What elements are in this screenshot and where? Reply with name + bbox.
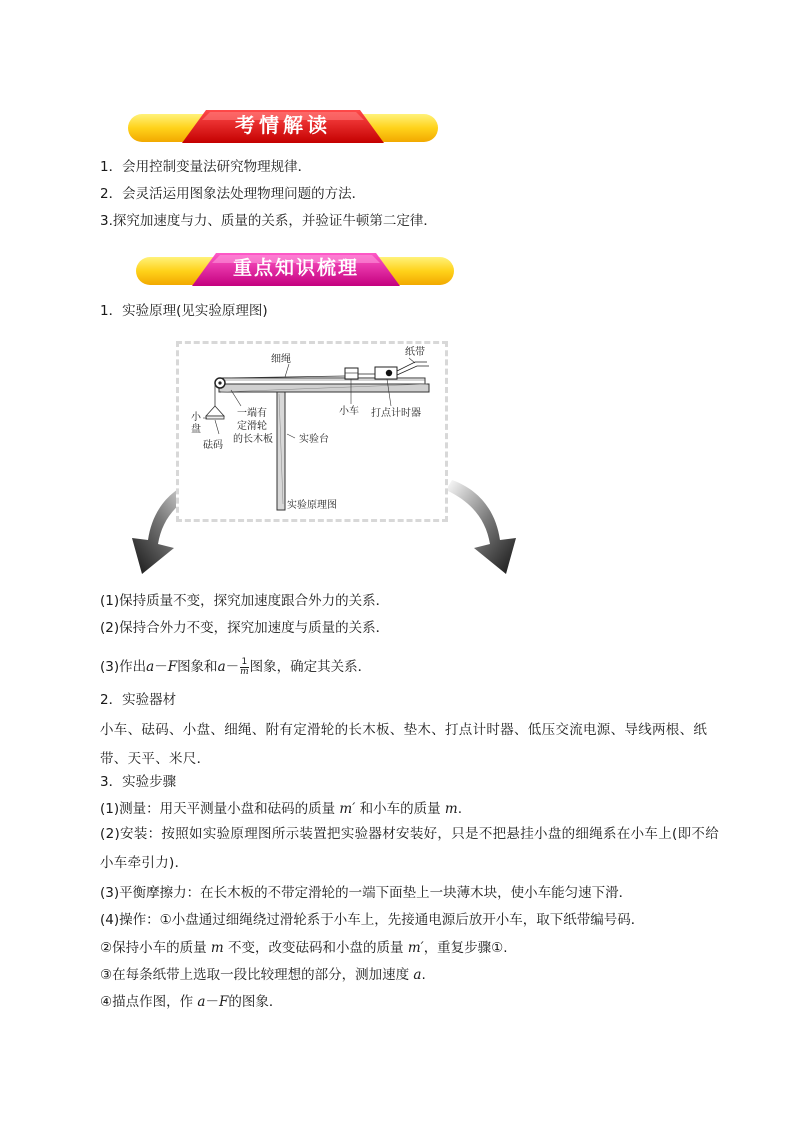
text: (1)测量：用天平测量小盘和砝码的质量 (100, 801, 336, 817)
principle-heading: 1．实验原理(见实验原理图) (100, 303, 268, 319)
text: ④描点作图，作 (100, 994, 194, 1010)
text: 图象，确定其关系． (249, 659, 372, 675)
text: (3)作出 (100, 659, 147, 675)
apparatus-drawing (179, 344, 445, 519)
var-a: a (197, 994, 206, 1010)
label-rope: 细绳 (271, 354, 291, 365)
step-4: (4)操作：①小盘通过细绳绕过滑轮系于小车上，先接通电源后放开小车，取下纸带编号码． (100, 912, 645, 928)
equipment-text: 小车、砝码、小盘、细绳、附有定滑轮的长木板、垫木、打点计时器、低压交流电源、导线两根、纸带、天平、米尺． (100, 722, 708, 767)
label-pan-2: 盘 (191, 424, 201, 435)
dash: － (154, 659, 168, 675)
text: 图象和 (177, 659, 218, 675)
label-table: 实验台 (299, 434, 329, 445)
label-cart: 小车 (339, 406, 359, 417)
step-3: (3)平衡摩擦力：在长木板的不带定滑轮的一端下面垫上一块薄木块，使小车能匀速下滑． (100, 885, 633, 901)
diagram-caption: 实验原理图 (287, 500, 337, 511)
equipment-heading: 2．实验器材 (100, 692, 177, 708)
objective-item-2: 2．会灵活运用图象法处理物理问题的方法． (100, 186, 366, 202)
label-weights: 砝码 (203, 440, 223, 451)
text: ②保持小车的质量 (100, 940, 207, 956)
step-1 (100, 799, 462, 819)
label-pan-1: 小 (191, 412, 201, 423)
var-m: m (210, 940, 224, 956)
text: ，重复步骤①. (423, 940, 508, 956)
text: ③在每条纸带上选取一段比较理想的部分，测加速度 (100, 967, 410, 983)
section-banner-title: 重点知识梳理 (232, 257, 359, 279)
step-5 (100, 938, 508, 958)
step-6 (100, 965, 426, 985)
fraction-one-over-m (240, 658, 249, 677)
fraction-numerator: 1 (241, 656, 248, 667)
objective-item-1: 1．会用控制变量法研究物理规律． (100, 159, 312, 175)
label-board-1: 一端有 (237, 408, 267, 419)
principle-item-2: (2)保持合外力不变，探究加速度与质量的关系． (100, 620, 390, 636)
fraction-denominator: m (240, 666, 249, 677)
step-7 (100, 992, 282, 1012)
text: 和小车的质量 (359, 801, 441, 817)
text: . (421, 967, 426, 983)
label-board-2: 定滑轮 (237, 421, 267, 432)
var-F: F (218, 994, 229, 1010)
var-m-prime: m′ (407, 940, 424, 956)
dash: － (225, 659, 240, 675)
objective-item-3: 3.探究加速度与力、质量的关系，并验证牛顿第二定律． (100, 213, 437, 229)
experiment-principle-diagram (176, 341, 448, 522)
steps-heading: 3．实验步骤 (100, 774, 177, 790)
var-F: F (167, 659, 178, 675)
section-banner-title: 考情解读 (235, 113, 331, 137)
label-timer: 打点计时器 (371, 408, 421, 419)
var-a: a (413, 967, 422, 983)
dash: － (205, 994, 219, 1010)
label-board-3: 的长木板 (233, 434, 273, 445)
principle-item-3 (100, 652, 371, 682)
var-a: a (146, 659, 155, 675)
text: 的图象． (228, 994, 283, 1010)
var-a: a (217, 659, 226, 675)
step-2: (2)安装：按照如实验原理图所示装置把实验器材安装好，只是不把悬挂小盘的细绳系在小车上(即不给小车牵引力)． (100, 826, 719, 871)
var-m-prime: m′ (339, 801, 356, 817)
principle-item-1: (1)保持质量不变，探究加速度跟合外力的关系． (100, 593, 390, 609)
var-m: m (444, 801, 458, 817)
curved-arrow-right-icon (440, 478, 530, 578)
text: . (457, 801, 462, 817)
label-tape: 纸带 (405, 347, 425, 358)
text: 不变，改变砝码和小盘的质量 (228, 940, 404, 956)
